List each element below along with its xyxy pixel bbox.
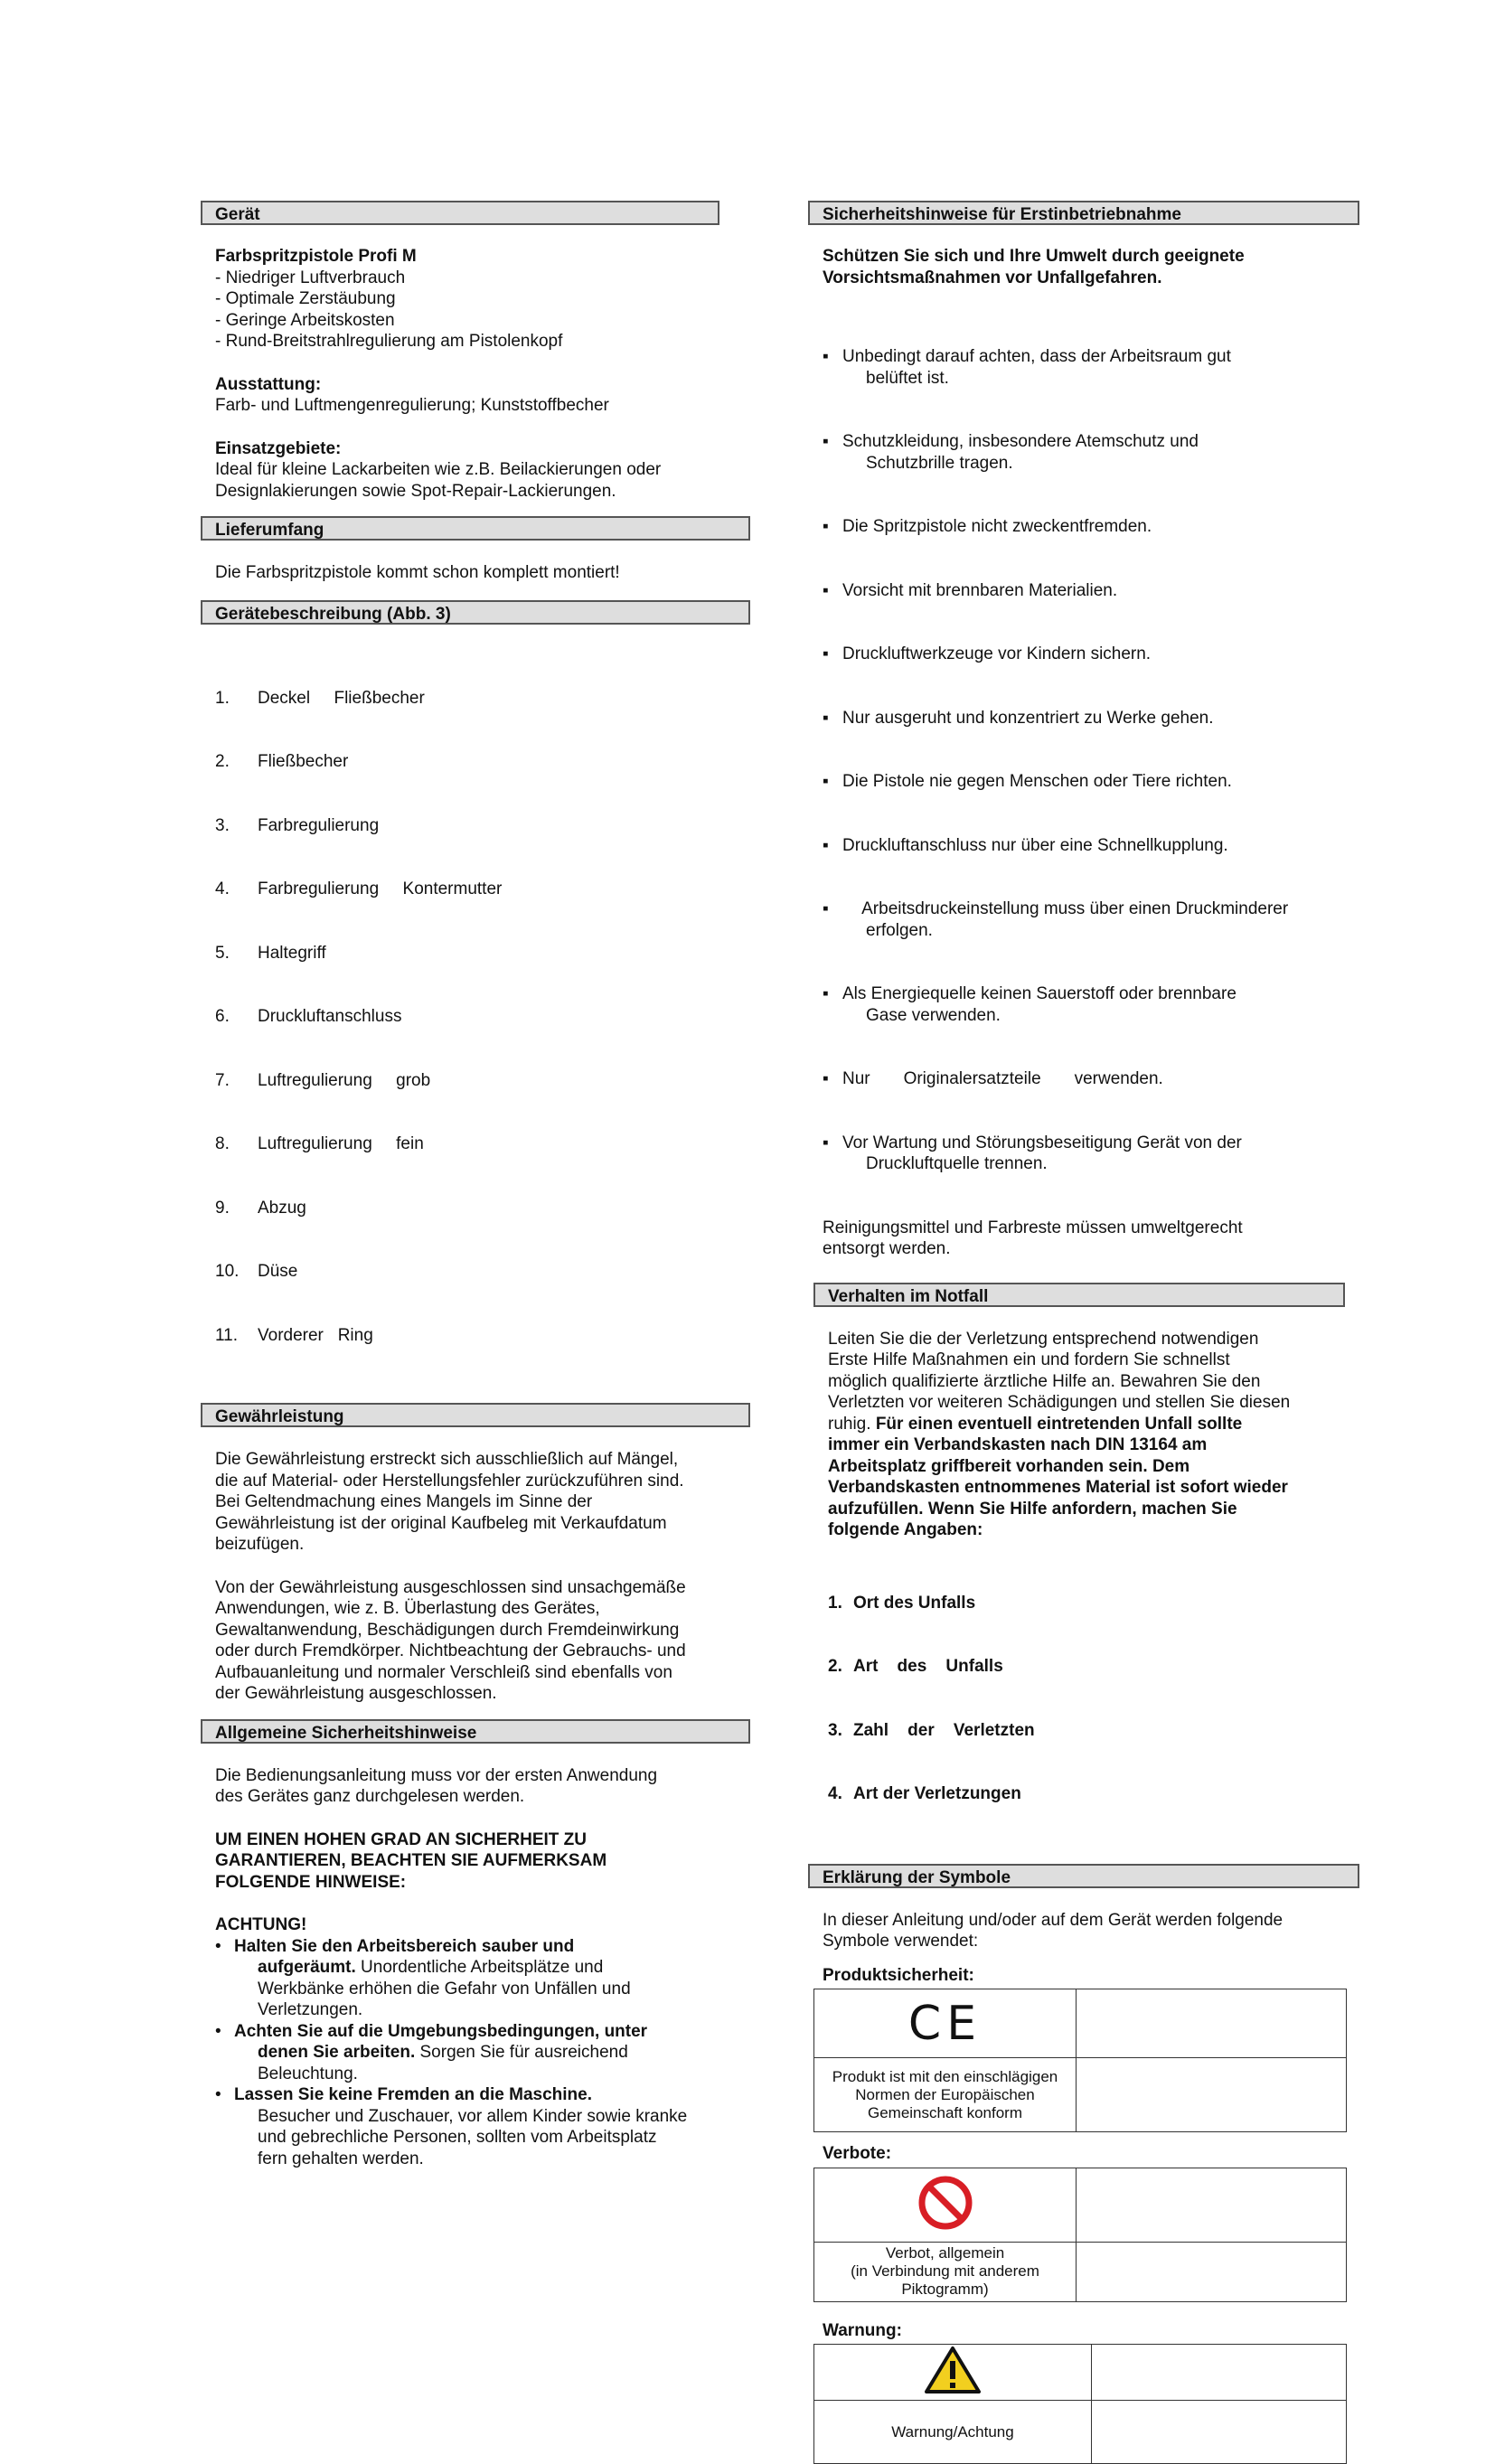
section-heading-erstinbetriebnahme: Sicherheitshinweise für Erstinbetriebnahme: [808, 201, 1359, 225]
feature-item: - Rund-Breitstrahlregulierung am Pistolenkopf: [215, 331, 750, 353]
section-heading-symbole: Erklärung der Symbole: [808, 1864, 1359, 1888]
list-item: ▪ Nur Originalersatzteile verwenden.: [823, 1068, 1359, 1090]
prohibition-cell: [814, 2168, 1077, 2242]
list-item: • Halten Sie den Arbeitsbereich sauber und aufgeräumt. Unordentliche Arbeitsplätze und Werkbänke erhöhen die Gefahr von Unfällen und Verletzungen.: [215, 1936, 750, 2021]
list-item: 4. Art der Verletzungen: [828, 1783, 1359, 1805]
feature-item: - Optimale Zerstäubung: [215, 288, 750, 310]
prohibition-icon: [918, 2176, 973, 2230]
symbole-intro: In dieser Anleitung und/oder auf dem Gerät werden folgende Symbole verwendet:: [808, 1910, 1359, 1952]
list-item: 5. Haltegriff: [215, 943, 750, 964]
notfall-list: [828, 1550, 1359, 1848]
einsatz-text: Ideal für kleine Lackarbeiten wie z.B. Beilackierungen oder: [215, 459, 750, 481]
section-heading-notfall: Verhalten im Notfall: [813, 1283, 1345, 1307]
list-item: 3. Zahl der Verletzten: [828, 1720, 1359, 1742]
list-item: ▪ Druckluftanschluss nur über eine Schnellkupplung.: [823, 835, 1359, 857]
list-item: ▪ Die Pistole nie gegen Menschen oder Tiere richten.: [823, 771, 1359, 793]
list-item: 8. Luftregulierung fein: [215, 1133, 750, 1155]
ce-mark-icon: CE: [908, 1997, 982, 2051]
erstinbetriebnahme-section: Schützen Sie sich und Ihre Umwelt durch geeignete Vorsichtsmaßnahmen vor Unfallgefahren. ▪ Unbedingt darauf achten, dass der Arbeitsraum gut belüftet ist. ▪ Schutzkleidung, insbesondere Atemschutz und Schutzbrille tragen. ▪ Die Spritzpistole nicht zweckentfremden. ▪ Vorsicht mit brennbaren Materialien. ▪ Druckluftwerkzeuge vor Kindern sichern. ▪ Nur ausgeruht und konzentriert zu Werke gehen. ▪ Die Pistole nie gegen Menschen oder Tiere richten. ▪ Druckluftanschluss nur über eine Schnellkupplung. ▪ Arbeitsdruckeinstellung muss über einen Druckminderer erfolgen. ▪ Als Energiequelle keinen Sauerstoff oder brennbare Gase verwenden. ▪ Nur Originalersatzteile verwenden. ▪ Vor Wartung und Störungsbeseitigung Gerät von der Druckluftquelle trennen. Reinigungsmittel und Farbreste müssen umweltgerecht entsorgt werden.: [808, 246, 1359, 1260]
empty-cell: [1077, 1989, 1347, 2058]
empty-cell: [1077, 2168, 1347, 2242]
achtung-label: ACHTUNG!: [215, 1914, 750, 1936]
product-name: Farbspritzpistole Profi M: [215, 246, 750, 268]
produktsicherheit-label: Produktsicherheit:: [813, 1965, 1347, 1987]
ausstattung-label: Ausstattung:: [215, 374, 750, 396]
gewaehrleistung-text: Die Gewährleistung erstreckt sich ausschließlich auf Mängel, die auf Material- oder Herstellungsfehler zurückzuführen sind. Bei Geltendmachung eines Mangels im Sinne der Gewährleistung ist der original Kaufbeleg mit Verkaufdatum beizufügen. Von der Gewährleistung ausgeschlossen sind unsachgemäße Anwendungen, wie z. B. Überlastung des Gerätes, Gewaltanwendung, Beschädigungen durch Fremdeinwirkung oder durch Fremdkörper. Nichtbeachtung der Gebrauchs- und Aufbauanleitung und normaler Verschleiß sind ebenfalls von der Gewährleistung ausgeschlossen.: [201, 1449, 750, 1705]
list-item: ▪ Vor Wartung und Störungsbeseitigung Gerät von der Druckluftquelle trennen.: [823, 1133, 1359, 1175]
ausstattung-text: Farb- und Luftmengenregulierung; Kunststoffbecher: [215, 395, 750, 417]
section-heading-geraetebeschreibung: Gerätebeschreibung (Abb. 3): [201, 600, 750, 625]
warning-triangle-icon: [924, 2346, 982, 2394]
list-item: ▪ Nur ausgeruht und konzentriert zu Werke gehen.: [823, 708, 1359, 729]
verbot-description: Verbot, allgemein (in Verbindung mit anderem Piktogramm): [814, 2242, 1077, 2301]
empty-cell: [1092, 2401, 1347, 2464]
lieferumfang-text: Die Farbspritzpistole kommt schon komplett montiert!: [201, 562, 750, 584]
empty-cell: [1077, 2242, 1347, 2301]
section-heading-geraet: Gerät: [201, 201, 719, 225]
warnung-description: Warnung/Achtung: [814, 2401, 1092, 2464]
warning-cell: [814, 2345, 1092, 2401]
list-item: ▪ Arbeitsdruckeinstellung muss über einen Druckminderer erfolgen.: [823, 898, 1359, 941]
einsatz-text: Designlakierungen sowie Spot-Repair-Lackierungen.: [215, 481, 750, 503]
safety-list: [823, 304, 1359, 1218]
allgemeine-sicherheit-text: Die Bedienungsanleitung muss vor der ersten Anwendung des Gerätes ganz durchgelesen werden. UM EINEN HOHEN GRAD AN SICHERHEIT ZU GARANTIEREN, BEACHTEN SIE AUFMERKSAM FOLGENDE HINWEISE: ACHTUNG! • Halten Sie den Arbeitsbereich sauber und aufgeräumt. Unordentliche Arbeitsplätze und Werkbänke erhöhen die Gefahr von Unfällen und Verletzungen. • Achten Sie auf die Umgebungsbedingungen, unter denen Sie arbeiten. Sorgen Sie für ausreichend Beleuchtung. • Lassen Sie keine Fremden an die Maschine. Besucher und Zuschauer, vor allem Kinder sowie kranke und gebrechliche Personen, sollten vom Arbeitsplatz fern gehalten werden.: [201, 1765, 750, 2170]
warnung-table: [813, 2344, 1347, 2464]
list-item: ▪ Als Energiequelle keinen Sauerstoff oder brennbare Gase verwenden.: [823, 983, 1359, 1026]
section-heading-gewaehrleistung: Gewährleistung: [201, 1403, 750, 1427]
list-item: 6. Druckluftanschluss: [215, 1006, 750, 1028]
list-item: ▪ Unbedingt darauf achten, dass der Arbeitsraum gut belüftet ist.: [823, 346, 1359, 389]
list-item: 2. Art des Unfalls: [828, 1656, 1359, 1678]
empty-cell: [1092, 2345, 1347, 2401]
list-item: 7. Luftregulierung grob: [215, 1070, 750, 1092]
einsatz-label: Einsatzgebiete:: [215, 438, 750, 460]
ce-mark-cell: [814, 1989, 1077, 2058]
list-item: ▪ Die Spritzpistole nicht zweckentfremden.: [823, 516, 1359, 538]
notfall-text: Leiten Sie die der Verletzung entsprechend notwendigen Erste Hilfe Maßnahmen ein und fordern Sie schnellst möglich qualifizierte ärztliche Hilfe an. Bewahren Sie den Verletzten vor weiteren Schädigungen und stellen Sie diesen ruhig. Für einen eventuell eintretenden Unfall sollte immer ein Verbandskasten nach DIN 13164 am Arbeitsplatz griffbereit vorhanden sein. Dem Verbandskasten entnommenes Material ist sofort wieder aufzufüllen. Wenn Sie Hilfe anfordern, machen Sie folgende Angaben: 1. Ort des Unfalls 2. Art des Unfalls 3. Zahl der Verletzten 4. Art der Verletzungen: [808, 1329, 1359, 1848]
empty-cell: [1077, 2058, 1347, 2132]
feature-item: - Geringe Arbeitskosten: [215, 310, 750, 332]
list-item: ▪ Druckluftwerkzeuge vor Kindern sichern.: [823, 644, 1359, 665]
parts-list: [201, 645, 750, 1389]
list-item: 10. Düse: [215, 1261, 750, 1283]
list-item: 1. Ort des Unfalls: [828, 1593, 1359, 1614]
list-item: • Achten Sie auf die Umgebungsbedingungen, unter denen Sie arbeiten. Sorgen Sie für ausreichend Beleuchtung.: [215, 2021, 750, 2085]
list-item: 1. Deckel Fließbecher: [215, 688, 750, 710]
symbol-tables: [813, 1965, 1347, 2464]
feature-item: - Niedriger Luftverbrauch: [215, 268, 750, 289]
geraet-section: [201, 246, 750, 502]
list-item: • Lassen Sie keine Fremden an die Maschine. Besucher und Zuschauer, vor allem Kinder sowie kranke und gebrechliche Personen, sollten vom Arbeitsplatz fern gehalten werden.: [215, 2084, 750, 2169]
section-heading-lieferumfang: Lieferumfang: [201, 516, 750, 541]
list-item: ▪ Vorsicht mit brennbaren Materialien.: [823, 580, 1359, 602]
list-item: ▪ Schutzkleidung, insbesondere Atemschutz und Schutzbrille tragen.: [823, 431, 1359, 474]
left-column: [201, 201, 750, 2169]
right-column: [808, 201, 1359, 2464]
warnung-label: Warnung:: [813, 2320, 1347, 2342]
verbote-table: [813, 2168, 1347, 2302]
verbote-label: Verbote:: [813, 2143, 1347, 2165]
list-item: 11. Vorderer Ring: [215, 1325, 750, 1347]
list-item: 9. Abzug: [215, 1198, 750, 1219]
list-item: 3. Farbregulierung: [215, 815, 750, 837]
produktsicherheit-table: [813, 1989, 1347, 2132]
section-heading-allgemeine-sicherheit: Allgemeine Sicherheitshinweise: [201, 1719, 750, 1744]
list-item: 2. Fließbecher: [215, 751, 750, 773]
list-item: 4. Farbregulierung Kontermutter: [215, 879, 750, 900]
ce-description: Produkt ist mit den einschlägigen Normen der Europäischen Gemeinschaft konform: [814, 2058, 1077, 2132]
